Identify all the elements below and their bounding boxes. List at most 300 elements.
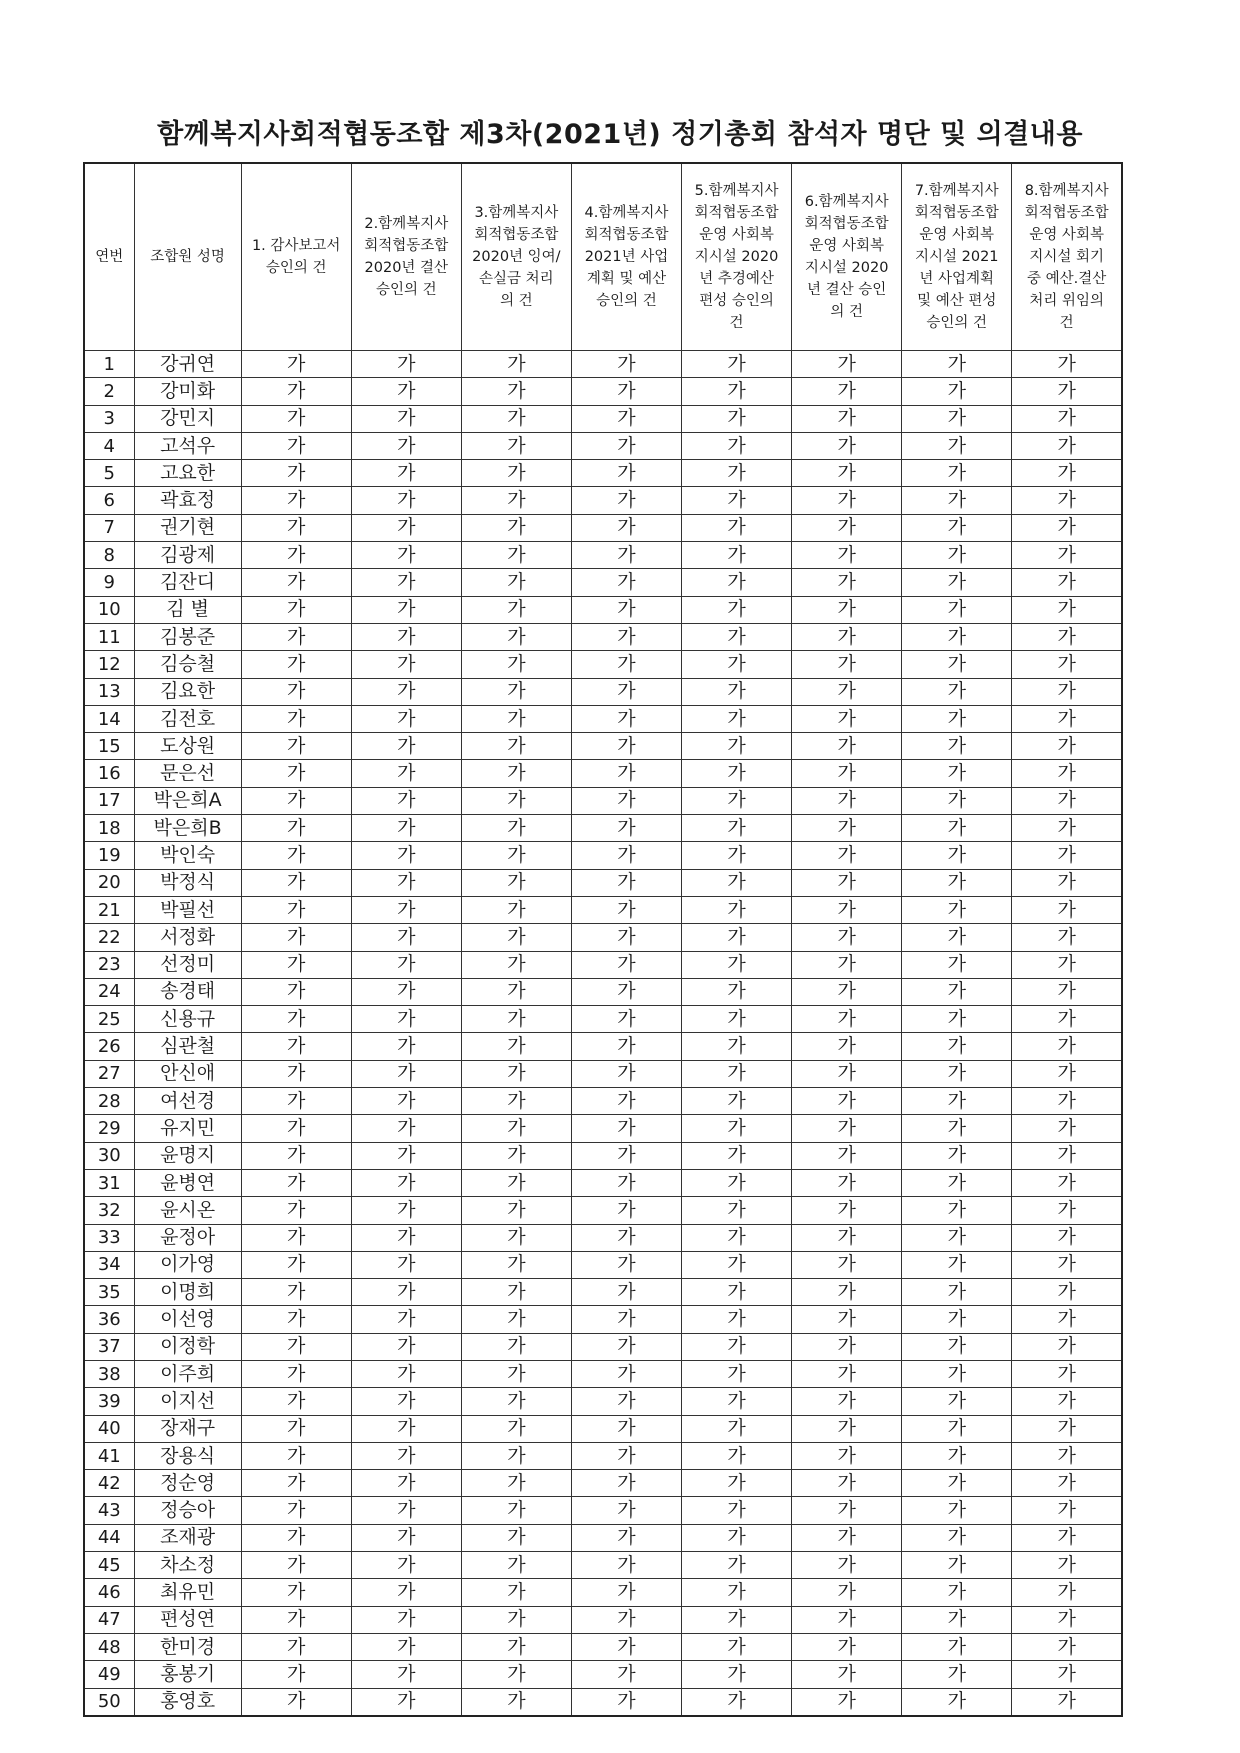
- vote-item-3: 가: [461, 896, 571, 923]
- vote-item-7: 가: [902, 1060, 1012, 1087]
- table-row: [84, 1633, 1122, 1660]
- vote-item-3: 가: [461, 760, 571, 787]
- vote-item-2: 가: [351, 542, 461, 569]
- vote-item-1: 가: [241, 1552, 351, 1579]
- vote-item-1: 가: [241, 1633, 351, 1660]
- vote-item-3: 가: [461, 924, 571, 951]
- vote-item-4: 가: [571, 432, 681, 459]
- vote-item-8: 가: [1012, 760, 1122, 787]
- vote-item-2: 가: [351, 869, 461, 896]
- table-row: [84, 487, 1122, 514]
- vote-item-5: 가: [682, 815, 792, 842]
- table-row: [84, 514, 1122, 541]
- vote-item-2: 가: [351, 978, 461, 1005]
- vote-item-6: 가: [792, 1552, 902, 1579]
- vote-item-1: 가: [241, 1415, 351, 1442]
- member-name: 강귀연: [134, 351, 241, 378]
- vote-item-1: 가: [241, 1306, 351, 1333]
- vote-item-7: 가: [902, 1661, 1012, 1688]
- vote-item-2: 가: [351, 623, 461, 650]
- vote-item-1: 가: [241, 760, 351, 787]
- member-name: 윤시온: [134, 1197, 241, 1224]
- vote-item-7: 가: [902, 1006, 1012, 1033]
- vote-item-7: 가: [902, 569, 1012, 596]
- vote-item-3: 가: [461, 1033, 571, 1060]
- table-row: [84, 924, 1122, 951]
- member-name: 심관철: [134, 1033, 241, 1060]
- vote-item-3: 가: [461, 1115, 571, 1142]
- vote-item-4: 가: [571, 1115, 681, 1142]
- vote-item-7: 가: [902, 1169, 1012, 1196]
- vote-item-8: 가: [1012, 1251, 1122, 1278]
- vote-item-2: 가: [351, 1251, 461, 1278]
- vote-item-1: 가: [241, 1688, 351, 1716]
- member-name: 안신애: [134, 1060, 241, 1087]
- table-row: [84, 733, 1122, 760]
- vote-item-3: 가: [461, 1470, 571, 1497]
- vote-item-6: 가: [792, 1415, 902, 1442]
- vote-item-1: 가: [241, 378, 351, 405]
- table-row: [84, 542, 1122, 569]
- vote-item-7: 가: [902, 432, 1012, 459]
- row-number: 11: [84, 623, 134, 650]
- vote-item-1: 가: [241, 405, 351, 432]
- member-name: 김광제: [134, 542, 241, 569]
- vote-item-1: 가: [241, 1388, 351, 1415]
- member-name: 홍영호: [134, 1688, 241, 1716]
- vote-item-5: 가: [682, 1279, 792, 1306]
- vote-item-2: 가: [351, 432, 461, 459]
- vote-item-4: 가: [571, 678, 681, 705]
- vote-item-5: 가: [682, 651, 792, 678]
- vote-item-2: 가: [351, 1197, 461, 1224]
- vote-item-8: 가: [1012, 596, 1122, 623]
- vote-item-1: 가: [241, 1470, 351, 1497]
- member-name: 조재광: [134, 1524, 241, 1551]
- table-row: [84, 1006, 1122, 1033]
- vote-item-6: 가: [792, 1606, 902, 1633]
- row-number: 36: [84, 1306, 134, 1333]
- vote-item-5: 가: [682, 678, 792, 705]
- row-number: 13: [84, 678, 134, 705]
- vote-item-3: 가: [461, 1633, 571, 1660]
- vote-item-5: 가: [682, 1415, 792, 1442]
- vote-item-4: 가: [571, 1060, 681, 1087]
- vote-item-2: 가: [351, 1415, 461, 1442]
- vote-item-4: 가: [571, 815, 681, 842]
- vote-item-3: 가: [461, 351, 571, 378]
- vote-item-8: 가: [1012, 1688, 1122, 1716]
- vote-item-8: 가: [1012, 733, 1122, 760]
- table-row: [84, 1224, 1122, 1251]
- member-name: 박은희A: [134, 787, 241, 814]
- vote-item-1: 가: [241, 623, 351, 650]
- member-name: 이명희: [134, 1279, 241, 1306]
- vote-item-3: 가: [461, 432, 571, 459]
- header-item-5: 5.함께복지사 회적협동조합 운영 사회복 지시설 2020 년 추경예산 편성 승인의 건: [682, 163, 792, 351]
- vote-item-1: 가: [241, 596, 351, 623]
- row-number: 48: [84, 1633, 134, 1660]
- vote-item-3: 가: [461, 842, 571, 869]
- vote-item-2: 가: [351, 1688, 461, 1716]
- row-number: 17: [84, 787, 134, 814]
- table-row: [84, 405, 1122, 432]
- vote-item-4: 가: [571, 842, 681, 869]
- vote-item-3: 가: [461, 378, 571, 405]
- vote-item-2: 가: [351, 787, 461, 814]
- vote-item-5: 가: [682, 1442, 792, 1469]
- table-row: [84, 1333, 1122, 1360]
- vote-item-1: 가: [241, 869, 351, 896]
- vote-item-4: 가: [571, 1333, 681, 1360]
- vote-item-2: 가: [351, 1579, 461, 1606]
- table-row: [84, 1115, 1122, 1142]
- vote-item-6: 가: [792, 924, 902, 951]
- attendance-vote-table: [83, 162, 1123, 1717]
- vote-item-2: 가: [351, 1388, 461, 1415]
- vote-item-3: 가: [461, 1688, 571, 1716]
- vote-item-1: 가: [241, 678, 351, 705]
- vote-item-7: 가: [902, 869, 1012, 896]
- row-number: 35: [84, 1279, 134, 1306]
- table-row: [84, 1470, 1122, 1497]
- vote-item-7: 가: [902, 1497, 1012, 1524]
- vote-item-4: 가: [571, 351, 681, 378]
- vote-item-4: 가: [571, 1033, 681, 1060]
- vote-item-3: 가: [461, 623, 571, 650]
- vote-item-7: 가: [902, 1552, 1012, 1579]
- table-row: [84, 432, 1122, 459]
- vote-item-4: 가: [571, 733, 681, 760]
- row-number: 30: [84, 1142, 134, 1169]
- vote-item-5: 가: [682, 1579, 792, 1606]
- vote-item-1: 가: [241, 733, 351, 760]
- vote-item-3: 가: [461, 1552, 571, 1579]
- row-number: 41: [84, 1442, 134, 1469]
- vote-item-7: 가: [902, 460, 1012, 487]
- table-row: [84, 815, 1122, 842]
- header-item-2: 2.함께복지사 회적협동조합 2020년 결산 승인의 건: [351, 163, 461, 351]
- vote-item-2: 가: [351, 1442, 461, 1469]
- vote-item-8: 가: [1012, 569, 1122, 596]
- vote-item-1: 가: [241, 1088, 351, 1115]
- vote-item-7: 가: [902, 1579, 1012, 1606]
- vote-item-6: 가: [792, 978, 902, 1005]
- vote-item-5: 가: [682, 1033, 792, 1060]
- vote-item-1: 가: [241, 924, 351, 951]
- row-number: 46: [84, 1579, 134, 1606]
- vote-item-8: 가: [1012, 1606, 1122, 1633]
- table-row: [84, 760, 1122, 787]
- vote-item-3: 가: [461, 1060, 571, 1087]
- vote-item-8: 가: [1012, 405, 1122, 432]
- member-name: 이주희: [134, 1360, 241, 1387]
- vote-item-5: 가: [682, 1115, 792, 1142]
- vote-item-6: 가: [792, 1524, 902, 1551]
- vote-item-7: 가: [902, 1606, 1012, 1633]
- vote-item-3: 가: [461, 1333, 571, 1360]
- table-row: [84, 1088, 1122, 1115]
- vote-item-6: 가: [792, 1633, 902, 1660]
- vote-item-4: 가: [571, 924, 681, 951]
- vote-item-1: 가: [241, 1006, 351, 1033]
- vote-item-5: 가: [682, 787, 792, 814]
- vote-item-3: 가: [461, 1388, 571, 1415]
- vote-item-5: 가: [682, 1251, 792, 1278]
- vote-item-6: 가: [792, 1388, 902, 1415]
- vote-item-8: 가: [1012, 1279, 1122, 1306]
- vote-item-4: 가: [571, 487, 681, 514]
- vote-item-5: 가: [682, 978, 792, 1005]
- vote-item-4: 가: [571, 978, 681, 1005]
- header-item-4: 4.함께복지사 회적협동조합 2021년 사업 계획 및 예산 승인의 건: [571, 163, 681, 351]
- vote-item-5: 가: [682, 351, 792, 378]
- vote-item-2: 가: [351, 1115, 461, 1142]
- vote-item-3: 가: [461, 1661, 571, 1688]
- vote-item-3: 가: [461, 678, 571, 705]
- vote-item-6: 가: [792, 1197, 902, 1224]
- vote-item-3: 가: [461, 1197, 571, 1224]
- vote-item-7: 가: [902, 514, 1012, 541]
- row-number: 22: [84, 924, 134, 951]
- vote-item-4: 가: [571, 1442, 681, 1469]
- member-name: 장재구: [134, 1415, 241, 1442]
- vote-item-8: 가: [1012, 1224, 1122, 1251]
- vote-item-7: 가: [902, 1306, 1012, 1333]
- table-row: [84, 1169, 1122, 1196]
- vote-item-7: 가: [902, 842, 1012, 869]
- vote-item-8: 가: [1012, 869, 1122, 896]
- vote-item-8: 가: [1012, 378, 1122, 405]
- vote-item-8: 가: [1012, 542, 1122, 569]
- member-name: 강미화: [134, 378, 241, 405]
- vote-item-1: 가: [241, 1033, 351, 1060]
- member-name: 유지민: [134, 1115, 241, 1142]
- vote-item-2: 가: [351, 405, 461, 432]
- vote-item-5: 가: [682, 596, 792, 623]
- vote-item-2: 가: [351, 1333, 461, 1360]
- table-row: [84, 651, 1122, 678]
- vote-item-7: 가: [902, 1142, 1012, 1169]
- table-row: [84, 896, 1122, 923]
- vote-item-6: 가: [792, 815, 902, 842]
- vote-item-7: 가: [902, 1279, 1012, 1306]
- header-row: [84, 163, 1122, 351]
- vote-item-2: 가: [351, 1497, 461, 1524]
- vote-item-6: 가: [792, 378, 902, 405]
- vote-item-5: 가: [682, 924, 792, 951]
- vote-item-6: 가: [792, 1497, 902, 1524]
- vote-item-8: 가: [1012, 1497, 1122, 1524]
- vote-item-2: 가: [351, 705, 461, 732]
- vote-item-3: 가: [461, 1279, 571, 1306]
- vote-item-3: 가: [461, 1606, 571, 1633]
- vote-item-5: 가: [682, 432, 792, 459]
- table-row: [84, 1251, 1122, 1278]
- vote-item-5: 가: [682, 623, 792, 650]
- vote-item-6: 가: [792, 1060, 902, 1087]
- vote-item-3: 가: [461, 651, 571, 678]
- vote-item-5: 가: [682, 378, 792, 405]
- vote-item-2: 가: [351, 487, 461, 514]
- vote-item-8: 가: [1012, 1470, 1122, 1497]
- row-number: 6: [84, 487, 134, 514]
- vote-item-2: 가: [351, 842, 461, 869]
- vote-item-8: 가: [1012, 432, 1122, 459]
- vote-item-8: 가: [1012, 705, 1122, 732]
- vote-item-1: 가: [241, 842, 351, 869]
- header-number: 연번: [84, 163, 134, 351]
- row-number: 7: [84, 514, 134, 541]
- vote-item-5: 가: [682, 1688, 792, 1716]
- vote-item-2: 가: [351, 896, 461, 923]
- vote-item-4: 가: [571, 1360, 681, 1387]
- vote-item-1: 가: [241, 1060, 351, 1087]
- vote-item-7: 가: [902, 1415, 1012, 1442]
- vote-item-2: 가: [351, 1060, 461, 1087]
- vote-item-2: 가: [351, 1524, 461, 1551]
- vote-item-6: 가: [792, 1115, 902, 1142]
- table-row: [84, 460, 1122, 487]
- vote-item-7: 가: [902, 1115, 1012, 1142]
- vote-item-7: 가: [902, 1442, 1012, 1469]
- vote-item-8: 가: [1012, 787, 1122, 814]
- row-number: 20: [84, 869, 134, 896]
- vote-item-6: 가: [792, 651, 902, 678]
- table-row: [84, 1388, 1122, 1415]
- member-name: 곽효정: [134, 487, 241, 514]
- vote-item-6: 가: [792, 1661, 902, 1688]
- vote-item-6: 가: [792, 787, 902, 814]
- table-row: [84, 1360, 1122, 1387]
- vote-item-3: 가: [461, 514, 571, 541]
- table-row: [84, 623, 1122, 650]
- member-name: 송경태: [134, 978, 241, 1005]
- row-number: 12: [84, 651, 134, 678]
- member-name: 한미경: [134, 1633, 241, 1660]
- vote-item-2: 가: [351, 815, 461, 842]
- vote-item-4: 가: [571, 1279, 681, 1306]
- row-number: 4: [84, 432, 134, 459]
- member-name: 박필선: [134, 896, 241, 923]
- table-row: [84, 596, 1122, 623]
- vote-item-1: 가: [241, 542, 351, 569]
- vote-item-6: 가: [792, 1006, 902, 1033]
- vote-item-8: 가: [1012, 623, 1122, 650]
- table-row: [84, 842, 1122, 869]
- vote-item-6: 가: [792, 569, 902, 596]
- vote-item-2: 가: [351, 1033, 461, 1060]
- vote-item-8: 가: [1012, 460, 1122, 487]
- member-name: 문은선: [134, 760, 241, 787]
- vote-item-7: 가: [902, 924, 1012, 951]
- vote-item-8: 가: [1012, 487, 1122, 514]
- vote-item-7: 가: [902, 1388, 1012, 1415]
- vote-item-3: 가: [461, 1497, 571, 1524]
- vote-item-6: 가: [792, 1306, 902, 1333]
- vote-item-3: 가: [461, 1224, 571, 1251]
- vote-item-1: 가: [241, 1661, 351, 1688]
- row-number: 49: [84, 1661, 134, 1688]
- vote-item-6: 가: [792, 1088, 902, 1115]
- vote-item-6: 가: [792, 678, 902, 705]
- vote-item-4: 가: [571, 1088, 681, 1115]
- row-number: 32: [84, 1197, 134, 1224]
- vote-item-3: 가: [461, 460, 571, 487]
- vote-item-7: 가: [902, 1251, 1012, 1278]
- vote-item-3: 가: [461, 978, 571, 1005]
- vote-item-2: 가: [351, 1633, 461, 1660]
- vote-item-8: 가: [1012, 651, 1122, 678]
- vote-item-7: 가: [902, 951, 1012, 978]
- vote-item-8: 가: [1012, 1006, 1122, 1033]
- vote-item-5: 가: [682, 869, 792, 896]
- member-name: 도상원: [134, 733, 241, 760]
- vote-item-2: 가: [351, 569, 461, 596]
- table-row: [84, 705, 1122, 732]
- member-name: 김 별: [134, 596, 241, 623]
- vote-item-1: 가: [241, 896, 351, 923]
- vote-item-4: 가: [571, 787, 681, 814]
- vote-item-4: 가: [571, 1633, 681, 1660]
- vote-item-8: 가: [1012, 896, 1122, 923]
- vote-item-3: 가: [461, 1579, 571, 1606]
- row-number: 2: [84, 378, 134, 405]
- vote-item-1: 가: [241, 1497, 351, 1524]
- row-number: 8: [84, 542, 134, 569]
- member-name: 신용규: [134, 1006, 241, 1033]
- vote-item-6: 가: [792, 351, 902, 378]
- vote-item-4: 가: [571, 1251, 681, 1278]
- vote-item-3: 가: [461, 542, 571, 569]
- vote-item-6: 가: [792, 1169, 902, 1196]
- vote-item-8: 가: [1012, 1388, 1122, 1415]
- vote-item-6: 가: [792, 514, 902, 541]
- vote-item-7: 가: [902, 351, 1012, 378]
- vote-item-7: 가: [902, 896, 1012, 923]
- vote-item-1: 가: [241, 787, 351, 814]
- vote-item-4: 가: [571, 378, 681, 405]
- vote-item-3: 가: [461, 869, 571, 896]
- vote-item-5: 가: [682, 705, 792, 732]
- vote-item-6: 가: [792, 760, 902, 787]
- table-row: [84, 1033, 1122, 1060]
- vote-item-1: 가: [241, 351, 351, 378]
- vote-item-1: 가: [241, 1169, 351, 1196]
- vote-item-8: 가: [1012, 678, 1122, 705]
- vote-item-2: 가: [351, 760, 461, 787]
- vote-item-6: 가: [792, 460, 902, 487]
- vote-item-8: 가: [1012, 815, 1122, 842]
- vote-item-3: 가: [461, 1360, 571, 1387]
- vote-item-7: 가: [902, 405, 1012, 432]
- vote-item-5: 가: [682, 1661, 792, 1688]
- member-name: 윤병연: [134, 1169, 241, 1196]
- vote-item-5: 가: [682, 1497, 792, 1524]
- vote-item-7: 가: [902, 596, 1012, 623]
- vote-item-8: 가: [1012, 1060, 1122, 1087]
- vote-item-6: 가: [792, 1688, 902, 1716]
- vote-item-5: 가: [682, 1388, 792, 1415]
- row-number: 43: [84, 1497, 134, 1524]
- vote-item-4: 가: [571, 460, 681, 487]
- member-name: 서정화: [134, 924, 241, 951]
- vote-item-5: 가: [682, 569, 792, 596]
- vote-item-4: 가: [571, 1142, 681, 1169]
- row-number: 25: [84, 1006, 134, 1033]
- vote-item-1: 가: [241, 460, 351, 487]
- row-number: 34: [84, 1251, 134, 1278]
